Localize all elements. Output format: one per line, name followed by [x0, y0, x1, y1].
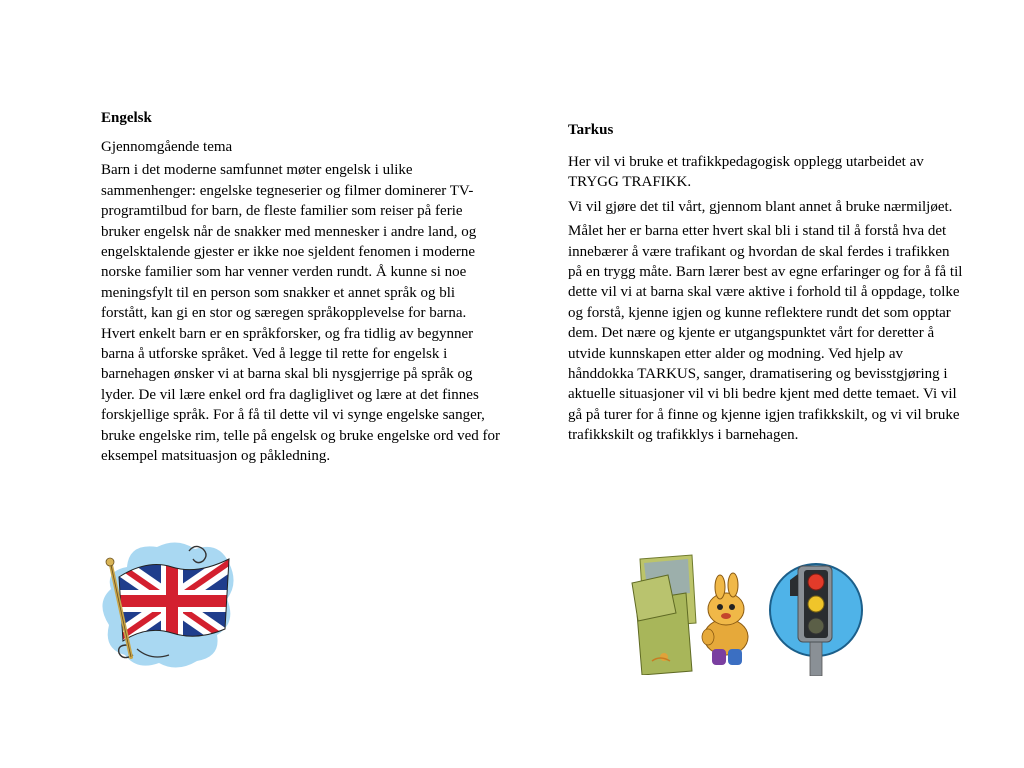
tarkus-puppet-icon [630, 553, 760, 675]
union-jack-flag-icon [97, 537, 237, 672]
tarkus-heading: Tarkus [568, 122, 614, 138]
tarkus-section [568, 120, 964, 450]
traffic-light-icon [768, 560, 866, 676]
english-subtitle: Gjennomgående tema [101, 139, 233, 155]
tarkus-paragraph-2: Vi vil gjøre det til vårt, gjennom blant annet å bruke nærmiljøet. [568, 198, 953, 215]
tarkus-paragraph-1: Her vil vi bruke et trafikkpedagogisk opplegg utarbeidet av TRYGG TRAFIKK. [568, 154, 924, 191]
english-heading: Engelsk [101, 110, 152, 126]
english-body: Barn i det moderne samfunnet møter engelsk i ulike sammenhenger: engelske tegneserier og filmer dominerer TV-programtilbud for barn, de fleste familier som reiser på ferie bruker engelsk når de snakker med mennesker i andre land, og engelsktalende gjester er ikke noe sjeldent fenomen i moderne norske familier som har venner verden rundt. Å kunne si noe meningsfylt til en person som snakker et annet språk og bli forstått, kan gi en stor og særegen språkopplevelse for barna. Hvert enkelt barn er en språkforsker, og fra tidlig av begynner barna å utforske språket. Ved å legge til rette for engelsk i barnehagen ønsker vi at barna skal bli nysgjerrige på språk og lyder. De vil lære enkel ord fra dagliglivet og lære at det finnes forskjellige språk. For å få til dette vil vi synge engelske sanger, bruke engelske rim, telle på engelsk og bruke engelske ord ved for eksempel matsituasjon og påkledning. [101, 162, 501, 465]
tarkus-paragraph-3: Målet her er barna etter hvert skal bli i stand til å forstå hva det innebærer å være trafikant og hvordan de skal ferdes i trafikken på en trygg måte. Barn lærer best av egne erfaringer og for å få til dette vil vi at barna skal være aktive i forhold til å oppdage, tolke og forstå, kjenne igjen og kunne reflektere rundt det som opptar dem. Det nære og kjente er utgangspunktet vårt for deretter å utvide kunnskapen etter alder og modning. Ved hjelp av hånddokka TARKUS, sanger, dramatisering og bevisstgjøring i aktuelle situasjoner vil vi bli bedre kjent med dette temaet. Vi vil gå på turer for å finne og kjenne igjen trafikkskilt, og vi vil bruke trafikkskilt og trafikklys i barnehagen. [568, 223, 963, 444]
english-section [101, 108, 501, 467]
